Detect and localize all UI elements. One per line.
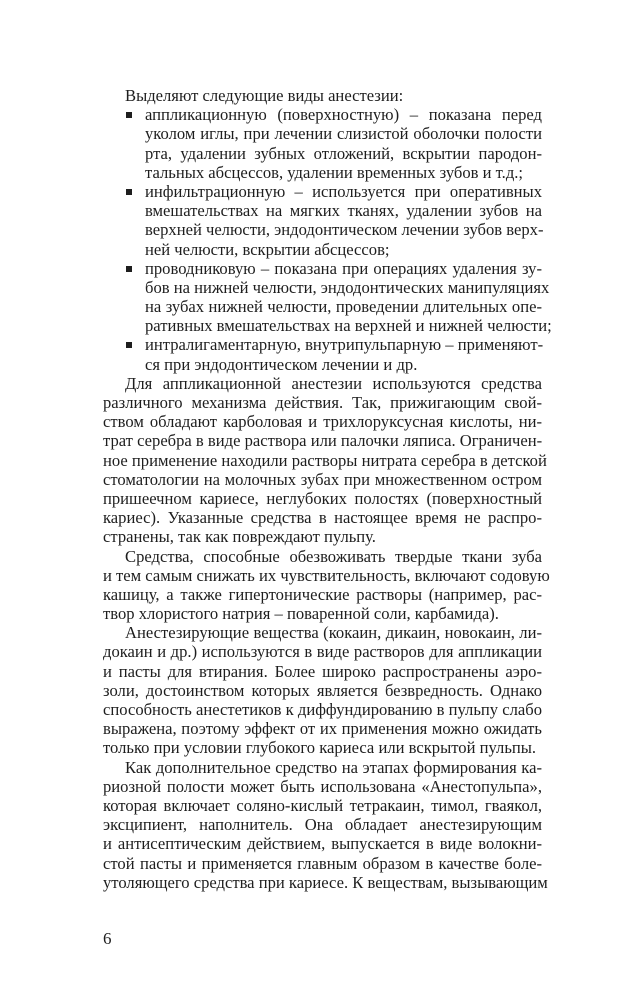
text-line: и тем самым снижать их чувствительность, включают содовую — [103, 565, 550, 585]
text-line: риозной полости может быть использована «Анестопульпа», — [103, 776, 542, 796]
text-line: кариес). Указанные средства в настоящее время не распро- — [103, 508, 542, 528]
page-number: 6 — [103, 929, 112, 948]
text-line: Как дополнительное средство на этапах формирования ка- — [125, 757, 542, 777]
text-line: только при условии глубокого кариеса или вскрытой пульпы. — [103, 738, 537, 758]
text-line: интралигаментарную, внутрипульпарную – применяют- — [145, 335, 544, 355]
text-line: золи, достоинством которых является безвредность. Однако — [103, 680, 542, 700]
text-line: твор хлористого натрия – поваренной соли, карбамида). — [103, 604, 499, 624]
text-line: ся при эндодонтическом лечении и др. — [145, 354, 418, 374]
text-line: пришеечном кариесе, неглубоких полостях (поверхностный — [103, 488, 542, 508]
text-line: кашицу, а также гипертонические растворы (например, рас- — [103, 584, 542, 604]
text-line: ством обладают карболовая и трихлоруксусная кислоты, ни- — [103, 412, 542, 432]
text-line: которая включает соляно-кислый тетракаин, тимол, гваякол, — [103, 795, 542, 815]
text-line: вмешательствах на мягких тканях, удалении зубов на — [145, 201, 542, 221]
text-line: и антисептическим действием, выпускается в виде волокни- — [103, 834, 542, 854]
heading-line: Выделяют следующие виды анестезии: — [125, 86, 404, 105]
square-bullet-icon — [126, 266, 132, 272]
text-line: различного механизма действия. Так, прижигающим свой- — [103, 393, 542, 412]
text-line: Анестезирующие вещества (кокаин, дикаин, новокаин, ли- — [125, 623, 542, 643]
text-line: верхней челюсти, эндодонтическом лечении зубов верх- — [145, 220, 544, 240]
text-line: аппликационную (поверхностную) – показана перед — [145, 105, 542, 125]
text-line: ное применение находили растворы нитрата серебра в детской — [103, 450, 547, 470]
text-line: Для аппликационной анестезии используются средства — [125, 373, 542, 393]
text-line: рта, удалении зубных отложений, вскрытии пародон- — [145, 143, 542, 163]
text-line: Средства, способные обезвоживать твердые ткани зуба — [125, 546, 542, 566]
list-item — [103, 335, 542, 373]
text-line: и пасты для втирания. Более широко распространены аэро- — [103, 661, 542, 681]
square-bullet-icon — [126, 342, 132, 348]
text-line: тальных абсцессов, удалении временных зубов и т.д.; — [145, 162, 524, 182]
paragraph — [103, 373, 547, 547]
text-line: ративных вмешательствах на верхней и нижней челюсти; — [145, 316, 552, 336]
page-body — [103, 86, 552, 892]
text-line: бов на нижней челюсти, эндодонтических манипуляциях — [145, 277, 550, 297]
list-heading — [103, 86, 542, 105]
paragraph — [103, 546, 550, 624]
text-line: способность анестетиков к диффундированию в пульпу слабо — [103, 700, 542, 719]
list-item — [103, 105, 542, 182]
text-line: стой пасты и применяется главным образом в качестве боле- — [103, 853, 542, 873]
text-line: проводниковую – показана при операциях удаления зу- — [145, 258, 542, 278]
text-line: эксципиент, наполнитель. Она обладает анестезирующим — [103, 815, 542, 835]
paragraph — [103, 757, 548, 892]
paragraph — [103, 623, 542, 757]
text-line: ней челюсти, вскрытии абсцессов; — [145, 239, 390, 259]
text-line: трат серебра в виде раствора или палочки ляписа. Ограничен- — [103, 431, 543, 451]
square-bullet-icon — [126, 112, 132, 118]
list-item — [103, 182, 542, 259]
text-line: странены, так как повреждают пульпу. — [103, 527, 376, 547]
body-text — [103, 373, 550, 892]
text-line: инфильтрационную – используется при оперативных — [145, 181, 542, 201]
square-bullet-icon — [126, 189, 132, 195]
text-line: на зубах нижней челюсти, проведении длительных опе- — [145, 297, 542, 317]
text-line: докаин и др.) используются в виде растворов для аппликации — [103, 642, 542, 662]
text-line: уколом иглы, при лечении слизистой оболочки полости — [145, 124, 542, 144]
text-line: выражена, поэтому эффект от их применения можно ожидать — [103, 719, 542, 739]
text-line: утоляющего средства при кариесе. К веществам, вызывающим — [103, 872, 548, 892]
text-line: стоматологии на молочных зубах при множественном остром — [103, 469, 542, 489]
anesthesia-types-list — [103, 105, 552, 374]
list-item — [103, 258, 552, 336]
